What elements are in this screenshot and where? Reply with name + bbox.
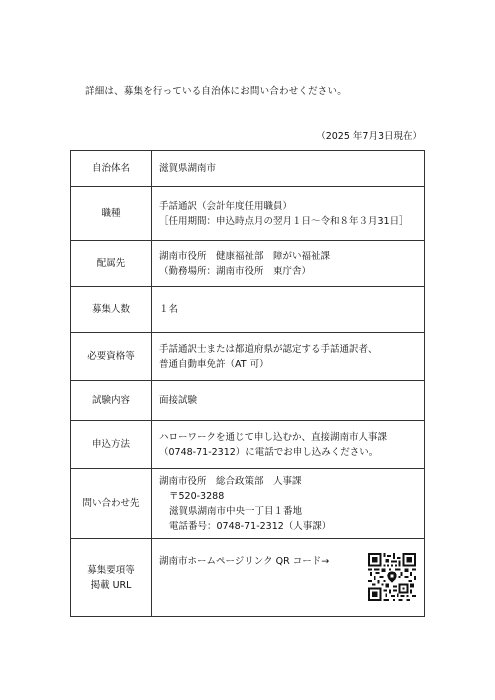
qr-code[interactable]	[368, 553, 416, 601]
label-url: 募集要項等 掲載 URL	[71, 539, 152, 617]
table-row-headcount	[71, 287, 425, 333]
value-qualifications: 手話通訳士または都道府県が認定する手話通訳者、 普通自動車免許（AT 可）	[152, 333, 425, 381]
value-job-type: 手話通訳（会計年度任用職員） ［任用期間：申込時点月の翌月１日～令和８年３月31日］	[152, 187, 425, 241]
label-headcount: 募集人数	[71, 287, 152, 333]
value-contact: 湖南市役所 総合政策部 人事課 〒520-3288 滋賀県湖南市中央一丁目１番地 電話番号：0748-71-2312（人事課）	[152, 469, 425, 539]
value-url: 湖南市ホームページリンク QR コード→	[152, 539, 425, 617]
value-assignment: 湖南市役所 健康福祉部 障がい福祉課 （勤務場所：湖南市役所 東庁舎）	[152, 241, 425, 287]
label-municipality: 自治体名	[71, 151, 152, 187]
qr-logo-pin-icon	[385, 570, 398, 583]
label-exam: 試験内容	[71, 381, 152, 421]
label-assignment: 配属先	[71, 241, 152, 287]
value-municipality: 滋賀県湖南市	[152, 151, 425, 187]
table-row-assignment	[71, 241, 425, 287]
recruitment-info-table	[70, 150, 425, 617]
label-qualifications: 必要資格等	[71, 333, 152, 381]
table-row-url	[71, 539, 425, 617]
value-exam: 面接試験	[152, 381, 425, 421]
value-application: ハローワークを通じて申し込むか、直接湖南市人事課 （0748-71-2312）に電話でお申し込みください。	[152, 421, 425, 469]
table-row-municipality	[71, 151, 425, 187]
value-headcount: １名	[152, 287, 425, 333]
table-row-qualifications	[71, 333, 425, 381]
table-row-application	[71, 421, 425, 469]
label-application: 申込方法	[71, 421, 152, 469]
label-contact: 問い合わせ先	[71, 469, 152, 539]
table-row-contact	[71, 469, 425, 539]
table-row-job-type	[71, 187, 425, 241]
label-job-type: 職種	[71, 187, 152, 241]
as-of-date: （2025 年7月3日現在）	[316, 131, 422, 142]
intro-text: 詳細は、募集を行っている自治体にお問い合わせください。	[85, 86, 347, 97]
table-row-exam	[71, 381, 425, 421]
